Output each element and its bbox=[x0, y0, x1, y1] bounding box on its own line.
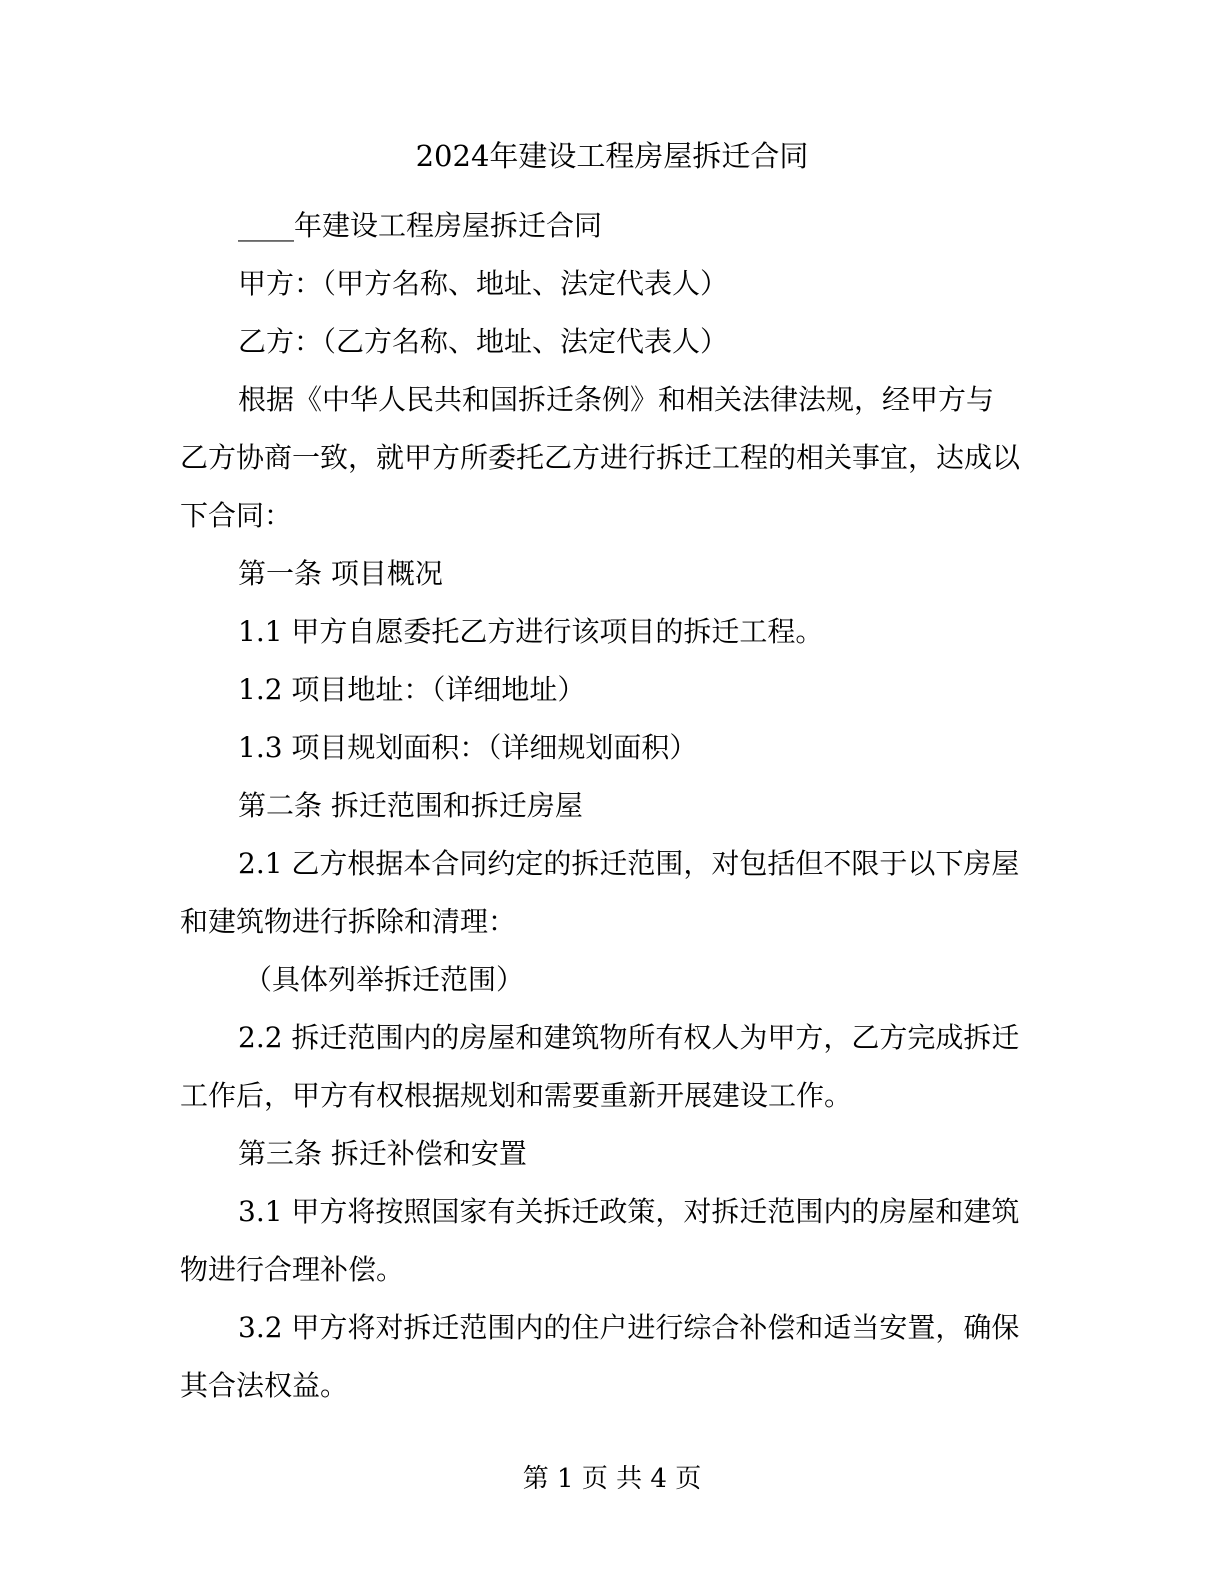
clause-3-1: 3.1 甲方将按照国家有关拆迁政策，对拆迁范围内的房屋和建筑物进行合理补偿。 bbox=[180, 1195, 1020, 1286]
document-title: 2024年建设工程房屋拆迁合同 bbox=[415, 139, 809, 173]
clause-2-1: 2.1 乙方根据本合同约定的拆迁范围，对包括但不限于以下房屋和建筑物进行拆除和清理： bbox=[180, 847, 1020, 938]
scope-placeholder: （具体列举拆迁范围） bbox=[244, 963, 525, 996]
clause-1-2: 1.2 项目地址：（详细地址） bbox=[238, 673, 586, 706]
clause-1-1: 1.1 甲方自愿委托乙方进行该项目的拆迁工程。 bbox=[238, 615, 824, 648]
clause-1-3: 1.3 项目规划面积：（详细规划面积） bbox=[238, 731, 698, 764]
page-footer: 第 1 页 共 4 页 bbox=[522, 1464, 702, 1494]
preamble-paragraph: 根据《中华人民共和国拆迁条例》和相关法律法规，经甲方与乙方协商一致，就甲方所委托乙方进行拆迁工程的相关事宜，达成以下合同： bbox=[180, 383, 1021, 532]
article-2-heading: 第二条 拆迁范围和拆迁房屋 bbox=[238, 789, 583, 822]
clause-3-2: 3.2 甲方将对拆迁范围内的住户进行综合补偿和适当安置，确保其合法权益。 bbox=[180, 1311, 1020, 1402]
clause-2-2: 2.2 拆迁范围内的房屋和建筑物所有权人为甲方，乙方完成拆迁工作后，甲方有权根据规划和需要重新开展建设工作。 bbox=[180, 1021, 1020, 1112]
document-body bbox=[180, 197, 1020, 1415]
contract-year-line: ____年建设工程房屋拆迁合同 bbox=[238, 209, 603, 242]
article-3-heading: 第三条 拆迁补偿和安置 bbox=[238, 1137, 527, 1170]
article-1-heading: 第一条 项目概况 bbox=[238, 557, 443, 590]
party-a-line: 甲方：（甲方名称、地址、法定代表人） bbox=[238, 267, 729, 300]
party-b-line: 乙方：（乙方名称、地址、法定代表人） bbox=[238, 325, 729, 358]
